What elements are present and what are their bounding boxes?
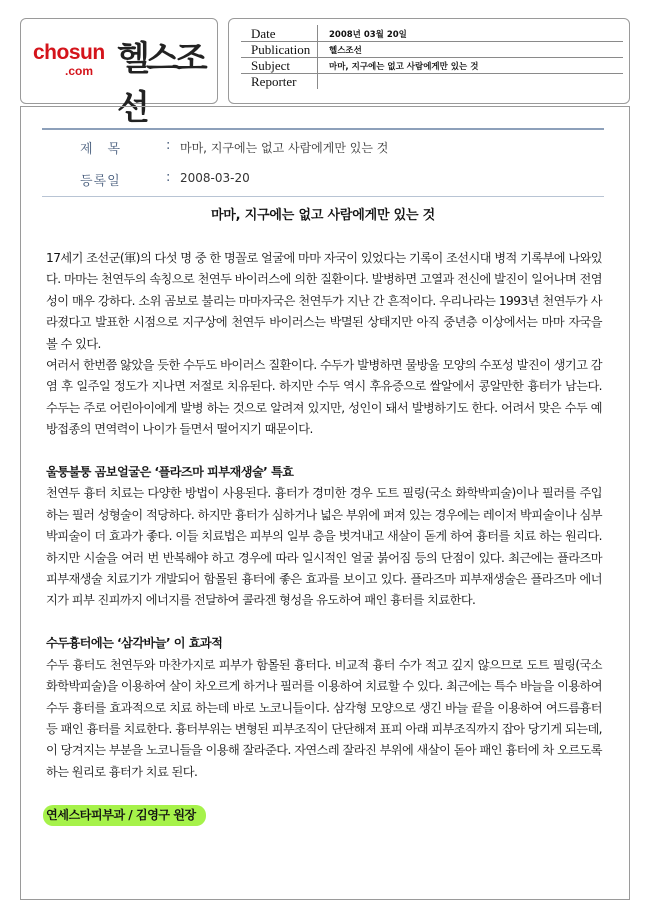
- meta-date-value: 2008년 03월 20일: [329, 30, 407, 40]
- article-headline: 마마, 지구에는 없고 사람에게만 있는 것: [210, 208, 436, 223]
- meta-row-reporter: [241, 73, 623, 89]
- meta-subject-value: 마마, 지구에는 없고 사람에게만 있는 것: [329, 62, 479, 72]
- intro-paragraph-2: 여러서 한번쯤 앓았을 듯한 수두도 바이러스 질환이다. 수두가 발병하면 물방울 모양의 수포성 발진이 생기고 감염 후 일주일 정도가 지나면 저절로 치유된다. 하지만 수두 역시 후유증으로 쌀알에서 콩알만한 흉터가 남는다. 수두는 주로 어린아이에게 발병 하는 것으로 알려져 있지만, 성인이 돼서 발병하기도 한다. 어려서 맞은 수두 예방접종의 면역력이 나이가 들면서 떨어지기 때문이다.: [46, 358, 602, 437]
- info-title-label: 제 목: [80, 142, 122, 157]
- info-top-rule: [42, 128, 604, 130]
- info-date-value: 2008-03-20: [180, 171, 250, 185]
- section1-heading: 울퉁불퉁 곰보얼굴은 ‘플라즈마 피부재생술’ 특효: [46, 465, 294, 480]
- logo-brand: chosun: [33, 41, 105, 64]
- meta-subject-label: Subject: [251, 58, 290, 73]
- meta-row-publication: [241, 41, 623, 58]
- meta-date-label: Date: [251, 26, 276, 41]
- paragraph-gap: [46, 783, 602, 804]
- paragraph-gap: [46, 441, 602, 462]
- meta-row-subject: [241, 57, 623, 74]
- meta-row-date: [241, 25, 623, 42]
- paragraph-gap: [46, 612, 602, 633]
- meta-publication-label: Publication: [251, 42, 311, 57]
- intro-paragraph-1: 17세기 조선군(軍)의 다섯 명 중 한 명꼴로 얼굴에 마마 자국이 있었다는 기록이 조선시대 병적 기록부에 나와있다. 마마는 천연두의 속칭으로 천연두 바이러스에 의한 질환이다. 발병하면 고열과 전신에 발진이 일어나며 전염성이 매우 강하다. 소위 곰보로 불리는 마마자국은 천연두가 지난 간 흔적이다. 우리나라는 1993년 천연두가 사라졌다고 발표한 시점으로 지구상에 천연두 바이러스는 박멸된 상태지만 아직 중년층 이상에서는 마마 자국을 볼 수 있다.: [46, 251, 602, 351]
- info-date-separator: :: [166, 170, 171, 185]
- section2-heading: 수두흉터에는 ‘삼각바늘’ 이 효과적: [46, 636, 223, 651]
- logo-box: [20, 18, 218, 128]
- logo-section-title: 헬스조선: [117, 39, 204, 128]
- author-credit: 연세스타피부과 / 김영구 원장: [43, 805, 206, 826]
- info-bottom-rule: [42, 196, 604, 197]
- section1-paragraph: 천연두 흉터 치료는 다양한 방법이 사용된다. 흉터가 경미한 경우 도트 필링(국소 화학박피술)이나 필러를 주입하는 필러 성형술이 적당하다. 하지만 흉터가 심하거나 넓은 부위에 퍼져 있는 경우에는 레이저 박피술이나 심부박피술이 더 효과가 좋다. 이들 치료법은 피부의 일부 층을 벗겨내고 새살이 돋게 하여 흉터를 치료 하는 원리다. 하지만 시술을 여러 번 반복해야 하고 경우에 따라 일시적인 얼굴 붉어짐 등의 단점이 있다. 최근에는 플라즈마 피부재생술 치료기가 개발되어 함몰된 흉터에 좋은 효과를 보이고 있다. 플라즈마 피부재생술은 플라즈마 에너지가 피부 진피까지 에너지를 전달하여 콜라겐 형성을 유도하여 패인 흉터를 치료한다.: [46, 486, 602, 608]
- article-body: [46, 248, 602, 826]
- section2-paragraph: 수두 흉터도 천연두와 마찬가지로 피부가 함몰된 흉터다. 비교적 흉터 수가 적고 깊지 않으므로 도트 필링(국소 화학박피술)을 이용하여 살이 차오르게 하거나 필러를 이용하여 치료할 수 있다. 최근에는 특수 바늘을 이용하여 수두 흉터를 효과적으로 치료 하는데 바로 노코니들이다. 삼각형 모양으로 생긴 바늘 끝을 이용하여 여드름흉터 등 패인 흉터를 치료한다. 흉터부위는 변형된 피부조직이 단단해져 표피 아래 피부조직까지 잡아 당기게 되는데, 이 당겨지는 부분을 노코니들을 이용해 잘라준다. 자연스레 잘라진 부위에 새살이 돋아 패인 흉터에 차 오르도록 하는 원리로 흉터가 치료 된다.: [46, 657, 602, 779]
- meta-publication-value: 헬스조선: [329, 46, 362, 56]
- logo-domain: .com: [65, 64, 94, 78]
- meta-table: [228, 18, 630, 104]
- info-title-value: 마마, 지구에는 없고 사람에게만 있는 것: [180, 141, 389, 155]
- meta-reporter-label: Reporter: [251, 74, 297, 89]
- info-date-label: 등록일: [80, 174, 121, 189]
- info-title-separator: :: [166, 138, 171, 153]
